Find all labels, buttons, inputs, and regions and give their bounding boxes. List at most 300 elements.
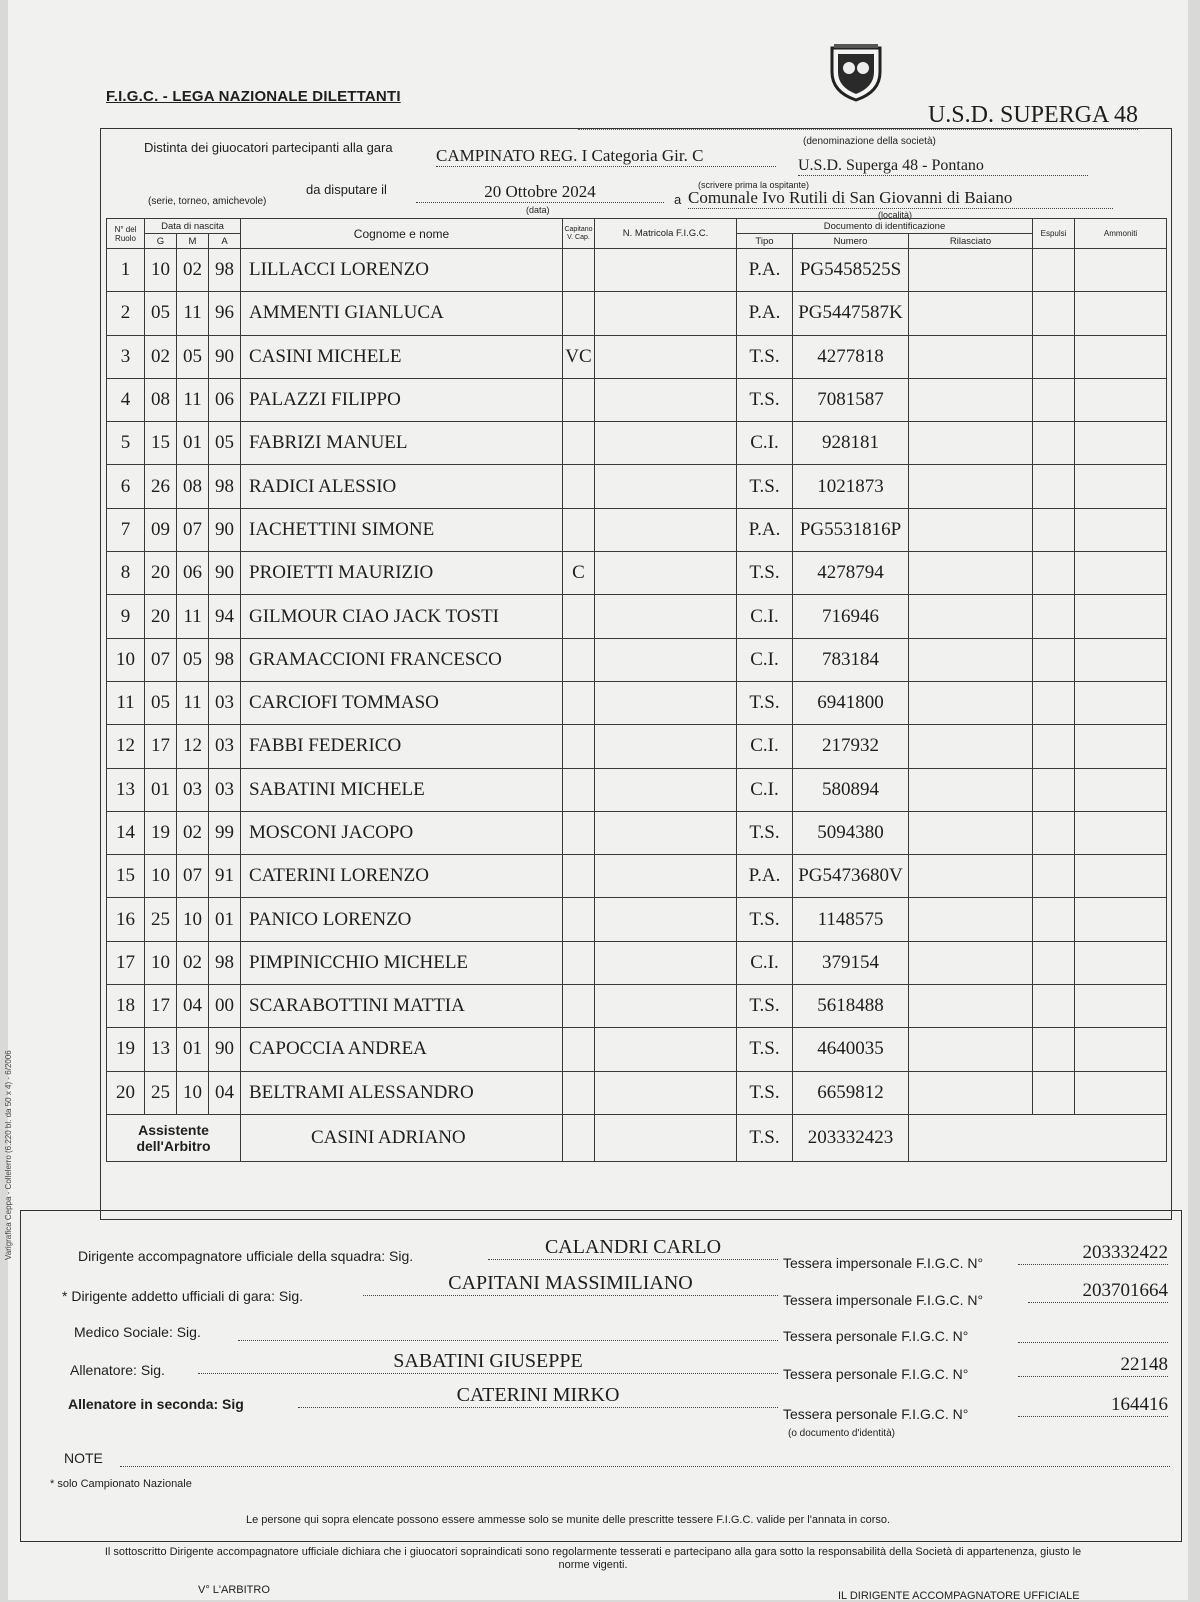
player-name: FABRIZI MANUEL xyxy=(241,422,563,465)
espulsi-cell xyxy=(1033,465,1075,508)
captain-mark xyxy=(563,595,595,638)
matricola-cell xyxy=(595,335,737,378)
birth-day: 17 xyxy=(145,985,177,1028)
matricola-cell xyxy=(595,552,737,595)
assistant-name: CASINI ADRIANO xyxy=(241,1114,563,1161)
note-label: NOTE xyxy=(64,1450,103,1466)
matricola-cell xyxy=(595,638,737,681)
ammoniti-cell xyxy=(1075,768,1167,811)
player-name: CASINI MICHELE xyxy=(241,335,563,378)
player-name: LILLACCI LORENZO xyxy=(241,249,563,292)
matricola-cell xyxy=(595,249,737,292)
doc-rilasciato xyxy=(909,595,1033,638)
captain-mark xyxy=(563,1071,595,1114)
matricola-cell xyxy=(595,725,737,768)
birth-year: 90 xyxy=(209,508,241,551)
espulsi-cell xyxy=(1033,1028,1075,1071)
doc-type: C.I. xyxy=(737,768,793,811)
doc-rilasciato xyxy=(909,465,1033,508)
player-name: GILMOUR CIAO JACK TOSTI xyxy=(241,595,563,638)
birth-month: 10 xyxy=(177,1071,209,1114)
espulsi-cell xyxy=(1033,855,1075,898)
captain-mark xyxy=(563,465,595,508)
doc-number: 217932 xyxy=(793,725,909,768)
addetto-name: CAPITANI MASSIMILIANO xyxy=(363,1272,778,1296)
col-g: G xyxy=(145,234,177,249)
dirigente-name: CALANDRI CARLO xyxy=(488,1236,778,1260)
doc-type: C.I. xyxy=(737,595,793,638)
player-name: CARCIOFI TOMMASO xyxy=(241,681,563,724)
player-number: 3 xyxy=(107,335,145,378)
table-row xyxy=(107,552,1167,595)
espulsi-cell xyxy=(1033,985,1075,1028)
birth-day: 10 xyxy=(145,249,177,292)
captain-mark xyxy=(563,985,595,1028)
doc-number: 6659812 xyxy=(793,1071,909,1114)
ammoniti-cell xyxy=(1075,552,1167,595)
federation-title: F.I.G.C. - LEGA NAZIONALE DILETTANTI xyxy=(106,88,401,105)
col-m: M xyxy=(177,234,209,249)
ammoniti-cell xyxy=(1075,898,1167,941)
birth-year: 98 xyxy=(209,465,241,508)
birth-day: 02 xyxy=(145,335,177,378)
table-row xyxy=(107,855,1167,898)
matricola-cell xyxy=(595,1071,737,1114)
col-document: Documento di identificazione xyxy=(737,219,1033,234)
espulsi-cell xyxy=(1033,292,1075,335)
table-row xyxy=(107,985,1167,1028)
ammoniti-cell xyxy=(1075,941,1167,984)
player-name: PROIETTI MAURIZIO xyxy=(241,552,563,595)
player-number: 5 xyxy=(107,422,145,465)
venue-value: Comunale Ivo Rutili di San Giovanni di Baiano xyxy=(688,188,1113,209)
allenatore-label: Allenatore: Sig. xyxy=(70,1362,165,1378)
table-row xyxy=(107,725,1167,768)
society-name: U.S.D. SUPERGA 48 xyxy=(578,102,1138,130)
doc-rilasciato xyxy=(909,1028,1033,1071)
captain-mark: C xyxy=(563,552,595,595)
doc-rilasciato xyxy=(909,725,1033,768)
ammoniti-cell xyxy=(1075,1028,1167,1071)
doc-type: T.S. xyxy=(737,985,793,1028)
society-crest-icon xyxy=(828,42,884,102)
doc-number: 783184 xyxy=(793,638,909,681)
birth-day: 05 xyxy=(145,681,177,724)
birth-month: 11 xyxy=(177,292,209,335)
doc-number: PG5473680V xyxy=(793,855,909,898)
player-name: RADICI ALESSIO xyxy=(241,465,563,508)
birth-year: 90 xyxy=(209,1028,241,1071)
captain-mark xyxy=(563,941,595,984)
allenatore-name: SABATINI GIUSEPPE xyxy=(198,1350,778,1374)
ammoniti-cell xyxy=(1075,378,1167,421)
doc-rilasciato xyxy=(909,638,1033,681)
captain-mark xyxy=(563,422,595,465)
birth-month: 10 xyxy=(177,898,209,941)
assistant-cap-cell xyxy=(563,1114,595,1161)
espulsi-cell xyxy=(1033,681,1075,724)
birth-month: 11 xyxy=(177,681,209,724)
doc-type: T.S. xyxy=(737,465,793,508)
ammoniti-cell xyxy=(1075,249,1167,292)
doc-type: T.S. xyxy=(737,811,793,854)
birth-month: 05 xyxy=(177,638,209,681)
captain-mark xyxy=(563,1028,595,1071)
assistant-label: Assistente dell'Arbitro xyxy=(107,1114,241,1161)
assistant-rilasciato xyxy=(909,1114,1167,1161)
birth-year: 99 xyxy=(209,811,241,854)
birth-month: 05 xyxy=(177,335,209,378)
doc-number: 1148575 xyxy=(793,898,909,941)
dirigente-tessera: 203332422 xyxy=(1018,1242,1168,1265)
doc-rilasciato xyxy=(909,422,1033,465)
arbitro-signature-label: V° L'ARBITRO xyxy=(198,1584,270,1596)
captain-mark xyxy=(563,725,595,768)
birth-day: 10 xyxy=(145,941,177,984)
table-row xyxy=(107,1028,1167,1071)
espulsi-cell xyxy=(1033,595,1075,638)
player-number: 17 xyxy=(107,941,145,984)
birth-year: 00 xyxy=(209,985,241,1028)
matricola-cell xyxy=(595,465,737,508)
competition-value: CAMPINATO REG. I Categoria Gir. C xyxy=(436,146,776,167)
ammoniti-cell xyxy=(1075,465,1167,508)
player-name: IACHETTINI SIMONE xyxy=(241,508,563,551)
persons-note: Le persone qui sopra elencate possono essere ammesse solo se munite delle prescritte tessere F.I.G.C. valide per l'annata in corso. xyxy=(246,1514,891,1526)
doc-type: T.S. xyxy=(737,378,793,421)
birth-year: 03 xyxy=(209,725,241,768)
addetto-label: * Dirigente addetto ufficiali di gara: Sig. xyxy=(62,1288,303,1304)
doc-type: C.I. xyxy=(737,941,793,984)
player-number: 19 xyxy=(107,1028,145,1071)
player-name: PALAZZI FILIPPO xyxy=(241,378,563,421)
captain-mark: VC xyxy=(563,335,595,378)
doc-type: T.S. xyxy=(737,681,793,724)
birth-year: 98 xyxy=(209,249,241,292)
birth-year: 90 xyxy=(209,552,241,595)
doc-rilasciato xyxy=(909,249,1033,292)
espulsi-cell xyxy=(1033,552,1075,595)
addetto-tessera-label: Tessera impersonale F.I.G.C. N° xyxy=(783,1292,984,1308)
doc-type: C.I. xyxy=(737,638,793,681)
captain-mark xyxy=(563,378,595,421)
player-number: 16 xyxy=(107,898,145,941)
seconda-name: CATERINI MIRKO xyxy=(298,1384,778,1408)
birth-year: 94 xyxy=(209,595,241,638)
player-number: 1 xyxy=(107,249,145,292)
matricola-cell xyxy=(595,898,737,941)
birth-year: 04 xyxy=(209,1071,241,1114)
doc-number: 4278794 xyxy=(793,552,909,595)
matricola-cell xyxy=(595,1028,737,1071)
doc-type: C.I. xyxy=(737,725,793,768)
player-name: SCARABOTTINI MATTIA xyxy=(241,985,563,1028)
doc-type: P.A. xyxy=(737,249,793,292)
doc-type: P.A. xyxy=(737,508,793,551)
birth-day: 13 xyxy=(145,1028,177,1071)
col-name: Cognome e nome xyxy=(241,219,563,249)
birth-day: 20 xyxy=(145,552,177,595)
captain-mark xyxy=(563,249,595,292)
birth-month: 04 xyxy=(177,985,209,1028)
medico-tessera-line xyxy=(1018,1320,1168,1343)
matricola-cell xyxy=(595,292,737,335)
dirigente-tessera-label: Tessera impersonale F.I.G.C. N° xyxy=(783,1255,984,1271)
seconda-tessera: 164416 xyxy=(1018,1394,1168,1417)
player-number: 9 xyxy=(107,595,145,638)
doc-rilasciato xyxy=(909,681,1033,724)
player-number: 20 xyxy=(107,1071,145,1114)
doc-type: T.S. xyxy=(737,898,793,941)
doc-caption: (o documento d'identità) xyxy=(788,1428,895,1439)
matricola-cell xyxy=(595,595,737,638)
doc-number: 5618488 xyxy=(793,985,909,1028)
table-row xyxy=(107,768,1167,811)
birth-month: 03 xyxy=(177,768,209,811)
player-name: SABATINI MICHELE xyxy=(241,768,563,811)
table-row xyxy=(107,465,1167,508)
matricola-cell xyxy=(595,508,737,551)
distinta-sheet xyxy=(4,0,1188,1602)
birth-year: 06 xyxy=(209,378,241,421)
medico-name-line xyxy=(238,1318,778,1341)
teams-caption: (scrivere prima la ospitante) xyxy=(698,180,810,190)
date-caption: (data) xyxy=(526,205,550,215)
date-value: 20 Ottobre 2024 xyxy=(416,182,664,203)
doc-rilasciato xyxy=(909,898,1033,941)
birth-year: 05 xyxy=(209,422,241,465)
dirigente-label: Dirigente accompagnatore ufficiale della squadra: Sig. xyxy=(78,1248,414,1264)
doc-rilasciato xyxy=(909,378,1033,421)
player-number: 13 xyxy=(107,768,145,811)
birth-day: 01 xyxy=(145,768,177,811)
assistant-matricola-cell xyxy=(595,1114,737,1161)
venue-caption: (località) xyxy=(878,210,913,220)
birth-day: 20 xyxy=(145,595,177,638)
seconda-label: Allenatore in seconda: Sig xyxy=(68,1396,244,1412)
espulsi-cell xyxy=(1033,378,1075,421)
doc-rilasciato xyxy=(909,855,1033,898)
addetto-tessera: 203701664 xyxy=(1028,1280,1168,1303)
doc-number: PG5447587K xyxy=(793,292,909,335)
ammoniti-cell xyxy=(1075,681,1167,724)
col-rilasciato: Rilasciato xyxy=(909,234,1033,249)
doc-rilasciato xyxy=(909,985,1033,1028)
assistant-row xyxy=(107,1114,1167,1161)
ammoniti-cell xyxy=(1075,508,1167,551)
table-row xyxy=(107,335,1167,378)
player-number: 4 xyxy=(107,378,145,421)
captain-mark xyxy=(563,681,595,724)
doc-rilasciato xyxy=(909,335,1033,378)
doc-rilasciato xyxy=(909,811,1033,854)
player-number: 18 xyxy=(107,985,145,1028)
birth-year: 91 xyxy=(209,855,241,898)
doc-type: P.A. xyxy=(737,292,793,335)
birth-day: 19 xyxy=(145,811,177,854)
captain-mark xyxy=(563,855,595,898)
ammoniti-cell xyxy=(1075,292,1167,335)
player-name: BELTRAMI ALESSANDRO xyxy=(241,1071,563,1114)
col-matricola: N. Matricola F.I.G.C. xyxy=(595,219,737,249)
col-espulsi: Espulsi xyxy=(1033,219,1075,249)
birth-day: 17 xyxy=(145,725,177,768)
players-body xyxy=(107,249,1167,1162)
player-name: CAPOCCIA ANDREA xyxy=(241,1028,563,1071)
birth-day: 08 xyxy=(145,378,177,421)
col-ammoniti: Ammoniti xyxy=(1075,219,1167,249)
birth-month: 12 xyxy=(177,725,209,768)
player-name: PANICO LORENZO xyxy=(241,898,563,941)
doc-number: 6941800 xyxy=(793,681,909,724)
doc-rilasciato xyxy=(909,292,1033,335)
doc-number: 928181 xyxy=(793,422,909,465)
nazionale-note: * solo Campionato Nazionale xyxy=(50,1478,192,1490)
birth-day: 26 xyxy=(145,465,177,508)
espulsi-cell xyxy=(1033,941,1075,984)
doc-type: T.S. xyxy=(737,335,793,378)
col-cap: Capitano V. Cap. xyxy=(563,219,595,249)
birth-month: 11 xyxy=(177,378,209,421)
captain-mark xyxy=(563,638,595,681)
espulsi-cell xyxy=(1033,1071,1075,1114)
col-a: A xyxy=(209,234,241,249)
captain-mark xyxy=(563,292,595,335)
player-number: 7 xyxy=(107,508,145,551)
matricola-cell xyxy=(595,941,737,984)
at-label: a xyxy=(674,192,682,207)
birth-month: 01 xyxy=(177,1028,209,1071)
birth-month: 01 xyxy=(177,422,209,465)
teams-value: U.S.D. Superga 48 - Pontano xyxy=(798,157,1088,176)
doc-rilasciato xyxy=(909,1071,1033,1114)
doc-rilasciato xyxy=(909,508,1033,551)
birth-month: 07 xyxy=(177,855,209,898)
doc-type: P.A. xyxy=(737,855,793,898)
medico-label: Medico Sociale: Sig. xyxy=(74,1324,201,1340)
table-row xyxy=(107,508,1167,551)
doc-number: 4640035 xyxy=(793,1028,909,1071)
espulsi-cell xyxy=(1033,422,1075,465)
col-ruolo: N° del Ruolo xyxy=(107,219,145,249)
ammoniti-cell xyxy=(1075,811,1167,854)
player-number: 6 xyxy=(107,465,145,508)
players-table xyxy=(106,218,1167,1162)
doc-number: PG5531816P xyxy=(793,508,909,551)
printer-credit: Varigrafica Ceppa - Collelerro (6.220 bl. da 50 x 4) - 6/2006 xyxy=(4,1050,13,1260)
player-name: FABBI FEDERICO xyxy=(241,725,563,768)
doc-number: 7081587 xyxy=(793,378,909,421)
birth-month: 11 xyxy=(177,595,209,638)
series-caption: (serie, torneo, amichevole) xyxy=(148,196,267,207)
table-row xyxy=(107,898,1167,941)
birth-month: 08 xyxy=(177,465,209,508)
captain-mark xyxy=(563,508,595,551)
player-name: AMMENTI GIANLUCA xyxy=(241,292,563,335)
doc-number: 1021873 xyxy=(793,465,909,508)
doc-rilasciato xyxy=(909,552,1033,595)
table-row xyxy=(107,422,1167,465)
doc-rilasciato xyxy=(909,768,1033,811)
matricola-cell xyxy=(595,422,737,465)
espulsi-cell xyxy=(1033,335,1075,378)
doc-type: T.S. xyxy=(737,552,793,595)
allenatore-tessera: 22148 xyxy=(1018,1354,1168,1377)
table-row xyxy=(107,1071,1167,1114)
espulsi-cell xyxy=(1033,768,1075,811)
doc-number: 379154 xyxy=(793,941,909,984)
doc-type: T.S. xyxy=(737,1071,793,1114)
birth-year: 90 xyxy=(209,335,241,378)
doc-number: 580894 xyxy=(793,768,909,811)
birth-day: 07 xyxy=(145,638,177,681)
birth-day: 15 xyxy=(145,422,177,465)
declaration: Il sottoscritto Dirigente accompagnatore ufficiale dichiara che i giuocatori sopraindicati sono regolarmente tesserati e partecipano alla gara sotto la responsabilità della Società di appartenenza, giusto le norme vigenti. xyxy=(104,1546,1082,1571)
birth-month: 06 xyxy=(177,552,209,595)
ammoniti-cell xyxy=(1075,855,1167,898)
ammoniti-cell xyxy=(1075,595,1167,638)
table-row xyxy=(107,378,1167,421)
espulsi-cell xyxy=(1033,811,1075,854)
birth-month: 07 xyxy=(177,508,209,551)
birth-month: 02 xyxy=(177,941,209,984)
player-number: 11 xyxy=(107,681,145,724)
table-row xyxy=(107,811,1167,854)
birth-year: 98 xyxy=(209,941,241,984)
doc-type: T.S. xyxy=(737,1028,793,1071)
matricola-cell xyxy=(595,681,737,724)
ammoniti-cell xyxy=(1075,638,1167,681)
ammoniti-cell xyxy=(1075,335,1167,378)
ammoniti-cell xyxy=(1075,985,1167,1028)
col-birth: Data di nascita xyxy=(145,219,241,234)
intro-label: Distinta dei giuocatori partecipanti alla gara xyxy=(144,140,393,155)
espulsi-cell xyxy=(1033,898,1075,941)
doc-number: 5094380 xyxy=(793,811,909,854)
date-label: da disputare il xyxy=(306,182,387,197)
espulsi-cell xyxy=(1033,508,1075,551)
captain-mark xyxy=(563,898,595,941)
player-name: MOSCONI JACOPO xyxy=(241,811,563,854)
assistant-doc-number: 203332423 xyxy=(793,1114,909,1161)
player-number: 8 xyxy=(107,552,145,595)
matricola-cell xyxy=(595,378,737,421)
player-number: 14 xyxy=(107,811,145,854)
doc-rilasciato xyxy=(909,941,1033,984)
doc-number: 4277818 xyxy=(793,335,909,378)
birth-day: 25 xyxy=(145,898,177,941)
col-numero: Numero xyxy=(793,234,909,249)
birth-year: 98 xyxy=(209,638,241,681)
birth-year: 03 xyxy=(209,681,241,724)
captain-mark xyxy=(563,811,595,854)
birth-year: 96 xyxy=(209,292,241,335)
birth-year: 01 xyxy=(209,898,241,941)
society-caption: (denominazione della società) xyxy=(803,136,936,147)
player-number: 12 xyxy=(107,725,145,768)
player-number: 10 xyxy=(107,638,145,681)
matricola-cell xyxy=(595,855,737,898)
player-name: GRAMACCIONI FRANCESCO xyxy=(241,638,563,681)
player-name: PIMPINICCHIO MICHELE xyxy=(241,941,563,984)
table-row xyxy=(107,681,1167,724)
matricola-cell xyxy=(595,768,737,811)
birth-day: 09 xyxy=(145,508,177,551)
table-row xyxy=(107,249,1167,292)
table-row xyxy=(107,595,1167,638)
ammoniti-cell xyxy=(1075,422,1167,465)
matricola-cell xyxy=(595,811,737,854)
